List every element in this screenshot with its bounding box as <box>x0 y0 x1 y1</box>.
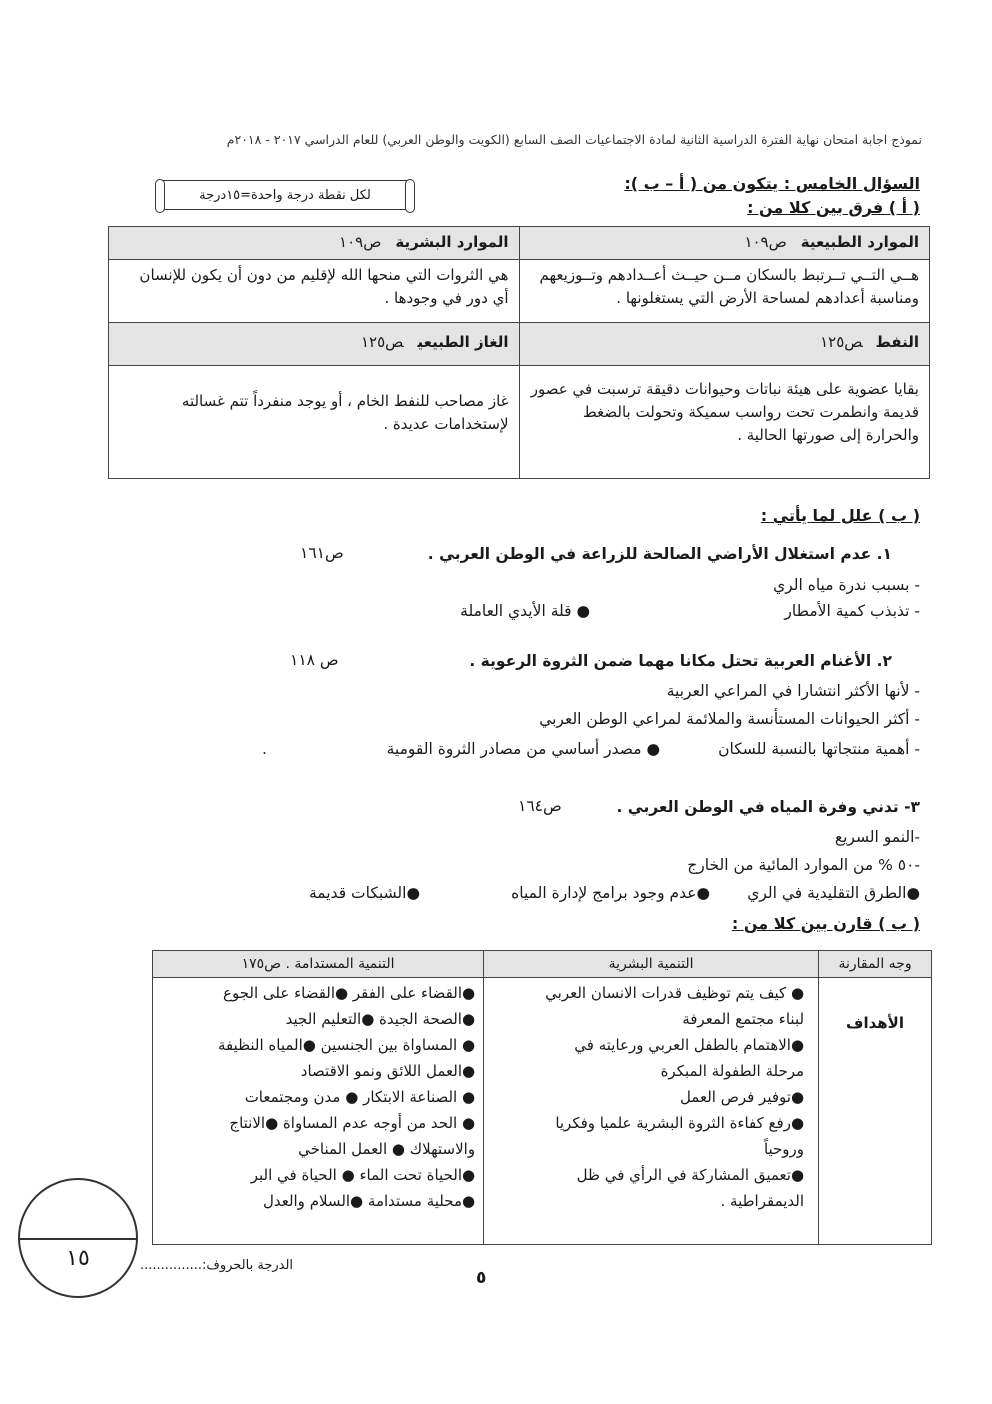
score-note: لكل نقطة درجة واحدة=١٥درجة <box>199 187 371 203</box>
part-b-title: ( ب ) علل لما يأتي : <box>760 506 920 525</box>
reason-2-line3a: - أهمية منتجاتها بالنسبة للسكان <box>718 740 920 758</box>
reason-2-line3c: . <box>262 740 267 758</box>
part-a-title: ( أ ) فرق بين كلا من : <box>747 198 920 217</box>
reason-3-line2: -٥٠ % من الموارد المائية من الخارج <box>687 856 920 874</box>
list-item: ● المساواة بين الجنسين ●المياه النظيفة <box>217 1036 476 1054</box>
reason-2-line1: - لأنها الأكثر انتشارا في المراعي العربية <box>666 682 920 700</box>
score-note-scroll <box>160 180 410 210</box>
list-item: ●الاهتمام بالطفل العربي ورعايته في مرحلة الطفولة المبكرة <box>574 1036 805 1080</box>
natural-gas-head: الغاز الطبيعيص١٢٥ <box>109 323 520 366</box>
reason-1-line2a: - تذبذب كمية الأمطار <box>784 602 920 620</box>
list-item: ● الصناعة الابتكار ● مدن ومجتمعات <box>244 1088 476 1106</box>
reason-3-line3c: ●الشبكات قديمة <box>309 884 420 902</box>
natural-gas-def: غاز مصاحب للنفط الخام ، أو يوجد منفرداً تتم غسالته لإستخدامات عديدة . <box>109 366 520 479</box>
difference-table <box>108 226 930 479</box>
page-number: ٥ <box>476 1268 487 1288</box>
list-item: ● الحد من أوجه عدم المساواة ●الانتاج والاستهلاك ● العمل المناخي <box>229 1114 476 1158</box>
natural-resources-head: الموارد الطبيعيةص١٠٩ <box>519 227 930 260</box>
human-dev-head: التنمية البشرية <box>484 951 819 978</box>
exam-header: نموذج اجابة امتحان نهاية الفترة الدراسية الثانية لمادة الاجتماعيات الصف السابع (الكويت والوطن العربي) للعام الدراسي ٢٠١٧ - ٢٠١٨م <box>226 132 922 147</box>
reason-1-page: ص١٦١ <box>300 544 344 562</box>
reason-3-title: ٣- تدني وفرة المياه في الوطن العربي . <box>616 798 920 816</box>
human-resources-head: الموارد البشريةص١٠٩ <box>109 227 520 260</box>
reason-2-line3b: ● مصدر أساسي من مصادر الثروة القومية <box>386 740 660 758</box>
human-resources-def: هي الثروات التي منحها الله لإقليم من دون أن يكون للإنسان أي دور في وجودها . <box>109 260 520 323</box>
score-circle <box>18 1178 138 1298</box>
reason-3-line3b: ●عدم وجود برامج لإدارة المياه <box>511 884 710 902</box>
sustainable-dev-goals <box>153 978 484 1245</box>
reason-1-line1: - بسبب ندرة مياه الري <box>773 576 920 594</box>
comparison-table <box>152 950 932 1245</box>
score-total: ١٥ <box>66 1246 90 1271</box>
reason-2-page: ص ١١٨ <box>290 651 339 669</box>
list-item: ● كيف يتم توظيف قدرات الانسان العربي لبناء مجتمع المعرفة <box>545 984 805 1028</box>
list-item: ●العمل اللائق ونمو الاقتصاد <box>300 1062 476 1080</box>
aspect-head: وجه المقارنة <box>819 951 932 978</box>
reason-2-line2: - أكثر الحيوانات المستأنسة والملائمة لمراعي الوطن العربي <box>539 710 920 728</box>
list-item: ●تعميق المشاركة في الرأي في ظل الديمقراطية . <box>576 1166 805 1210</box>
reason-3-line3a: ●الطرق التقليدية في الري <box>747 884 920 902</box>
list-item: ●محلية مستدامة ●السلام والعدل <box>262 1192 476 1210</box>
reason-3-page: ص١٦٤ <box>518 797 562 815</box>
reason-2-title: ٢. الأغنام العربية تحتل مكانا مهما ضمن الثروة الرعوية . <box>469 652 892 670</box>
compare-title: ( ب ) قارن بين كلا من : <box>731 914 920 933</box>
human-dev-goals <box>484 978 819 1245</box>
list-item: ●الصحة الجيدة ●التعليم الجيد <box>285 1010 476 1028</box>
natural-resources-def: هــي التــي تــرتبط بالسكان مــن حيــث أعــدادهم وتــوزيعهم ومناسبة أعدادهم لمساحة الأرض التي يستغلونها . <box>519 260 930 323</box>
list-item: ●توفير فرص العمل <box>679 1088 805 1106</box>
oil-head: النفطص١٢٥ <box>519 323 930 366</box>
list-item: ●القضاء على الفقر ●القضاء على الجوع <box>223 984 476 1002</box>
reason-1-line2b: ● قلة الأيدي العاملة <box>460 602 590 620</box>
score-divider <box>20 1238 136 1240</box>
reason-3-line1: -النمو السريع <box>834 828 920 846</box>
oil-def: بقايا عضوية على هيئة نباتات وحيوانات دقيقة ترسبت في عصور قديمة وانطمرت تحت رواسب سميكة وتحولت بالضغط والحرارة إلى صورتها الحالية . <box>519 366 930 479</box>
sustainable-dev-head: التنمية المستدامة . ص١٧٥ <box>153 951 484 978</box>
list-item: ●الحياة تحت الماء ● الحياة في البر <box>250 1166 476 1184</box>
list-item: ●رفع كفاءة الثروة البشرية علميا وفكريا وروحياً <box>555 1114 805 1158</box>
goals-label: الأهداف <box>819 978 932 1245</box>
grade-in-words: الدرجة بالحروف:............... <box>140 1258 294 1273</box>
reason-1-title: ١. عدم استغلال الأراضي الصالحة للزراعة في الوطن العربي . <box>427 545 892 563</box>
question5-title: السؤال الخامس : يتكون من ( أ – ب ): <box>624 174 920 193</box>
